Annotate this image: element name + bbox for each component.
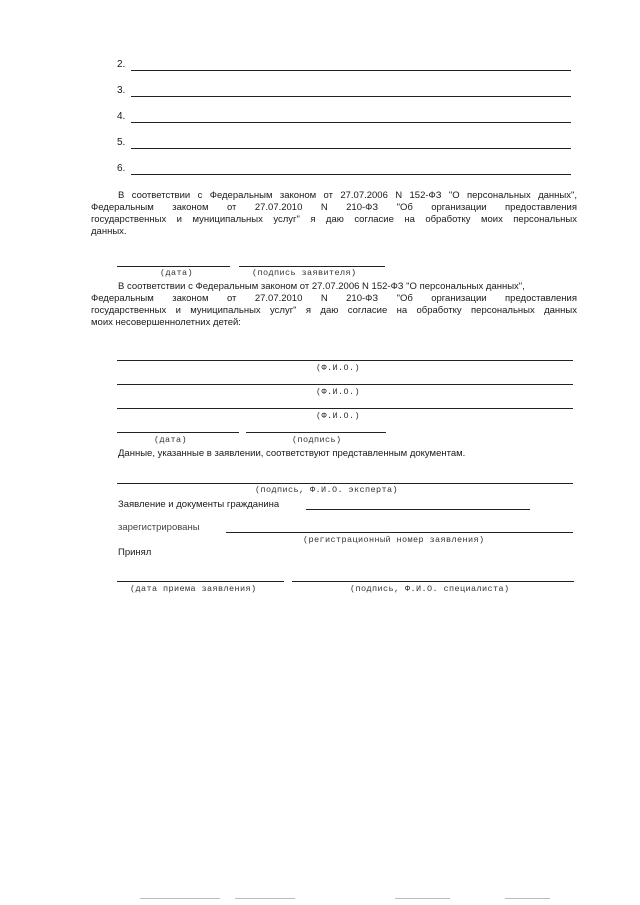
fill-line xyxy=(131,122,571,123)
scan-artifact xyxy=(235,898,295,899)
scan-artifact xyxy=(505,898,550,899)
applicant-documents-label: Заявление и документы гражданина xyxy=(118,499,280,510)
list-item-number: 2. xyxy=(117,59,126,70)
list-item-number: 5. xyxy=(117,137,126,148)
child-fio-caption: (Ф.И.О.) xyxy=(316,411,361,421)
paragraph-line: Федеральным законом от 27.07.2010 N 210-ФЗ "Об организации предоставления xyxy=(91,293,577,304)
signature-line xyxy=(246,432,386,433)
child-fio-line xyxy=(117,408,573,409)
fill-line xyxy=(131,96,571,97)
verification-text: Данные, указанные в заявлении, соответствуют представленным документам. xyxy=(118,448,466,459)
list-item-number: 6. xyxy=(117,163,126,174)
registered-label: зарегистрированы xyxy=(118,522,200,533)
child-fio-line xyxy=(117,384,573,385)
paragraph-line: государственных и муниципальных услуг" я даю согласие на обработку персональных данных xyxy=(91,305,577,316)
specialist-signature-line xyxy=(292,581,574,582)
specialist-signature-caption: (подпись, Ф.И.О. специалиста) xyxy=(350,584,510,594)
signature-caption: (подпись) xyxy=(292,435,342,445)
fill-line xyxy=(131,174,571,175)
list-item xyxy=(117,137,571,151)
paragraph-line: В соответствии с Федеральным законом от 27.07.2006 N 152-ФЗ "О персональных данных", xyxy=(118,281,525,292)
date-line xyxy=(117,432,239,433)
fill-line xyxy=(131,148,571,149)
list-item xyxy=(117,111,571,125)
list-item-number: 3. xyxy=(117,85,126,96)
date-caption: (дата) xyxy=(154,435,188,445)
applicant-signature-caption: (подпись заявителя) xyxy=(252,268,357,278)
acceptance-date-line xyxy=(117,581,284,582)
consent-children-paragraph xyxy=(91,281,577,329)
date-caption: (дата) xyxy=(160,268,194,278)
list-item-number: 4. xyxy=(117,111,126,122)
expert-signature-line xyxy=(117,483,573,484)
applicant-name-line xyxy=(306,509,530,510)
child-fio-caption: (Ф.И.О.) xyxy=(316,387,361,397)
accepted-label: Принял xyxy=(118,547,152,558)
child-fio-line xyxy=(117,360,573,361)
paragraph-line: моих несовершеннолетних детей: xyxy=(91,317,241,328)
list-item xyxy=(117,163,571,177)
list-item xyxy=(117,85,571,99)
child-fio-caption: (Ф.И.О.) xyxy=(316,363,361,373)
date-line xyxy=(117,266,230,267)
registration-number-line xyxy=(226,532,573,533)
paragraph-line: государственных и муниципальных услуг" я даю согласие на обработку моих персональных xyxy=(91,214,577,225)
paragraph-line: данных. xyxy=(91,226,127,237)
paragraph-line: Федеральным законом от 27.07.2010 N 210-ФЗ "Об организации предоставления xyxy=(91,202,577,213)
consent-personal-paragraph xyxy=(91,190,577,238)
scan-artifact xyxy=(140,898,220,899)
paragraph-line: В соответствии с Федеральным законом от 27.07.2006 N 152-ФЗ "О персональных данных", xyxy=(118,190,577,201)
scan-artifact xyxy=(395,898,450,899)
expert-signature-caption: (подпись, Ф.И.О. эксперта) xyxy=(255,485,399,495)
registration-number-caption: (регистрационный номер заявления) xyxy=(303,535,485,545)
acceptance-date-caption: (дата приема заявления) xyxy=(130,584,257,594)
signature-line xyxy=(239,266,385,267)
list-item xyxy=(117,59,571,73)
fill-line xyxy=(131,70,571,71)
